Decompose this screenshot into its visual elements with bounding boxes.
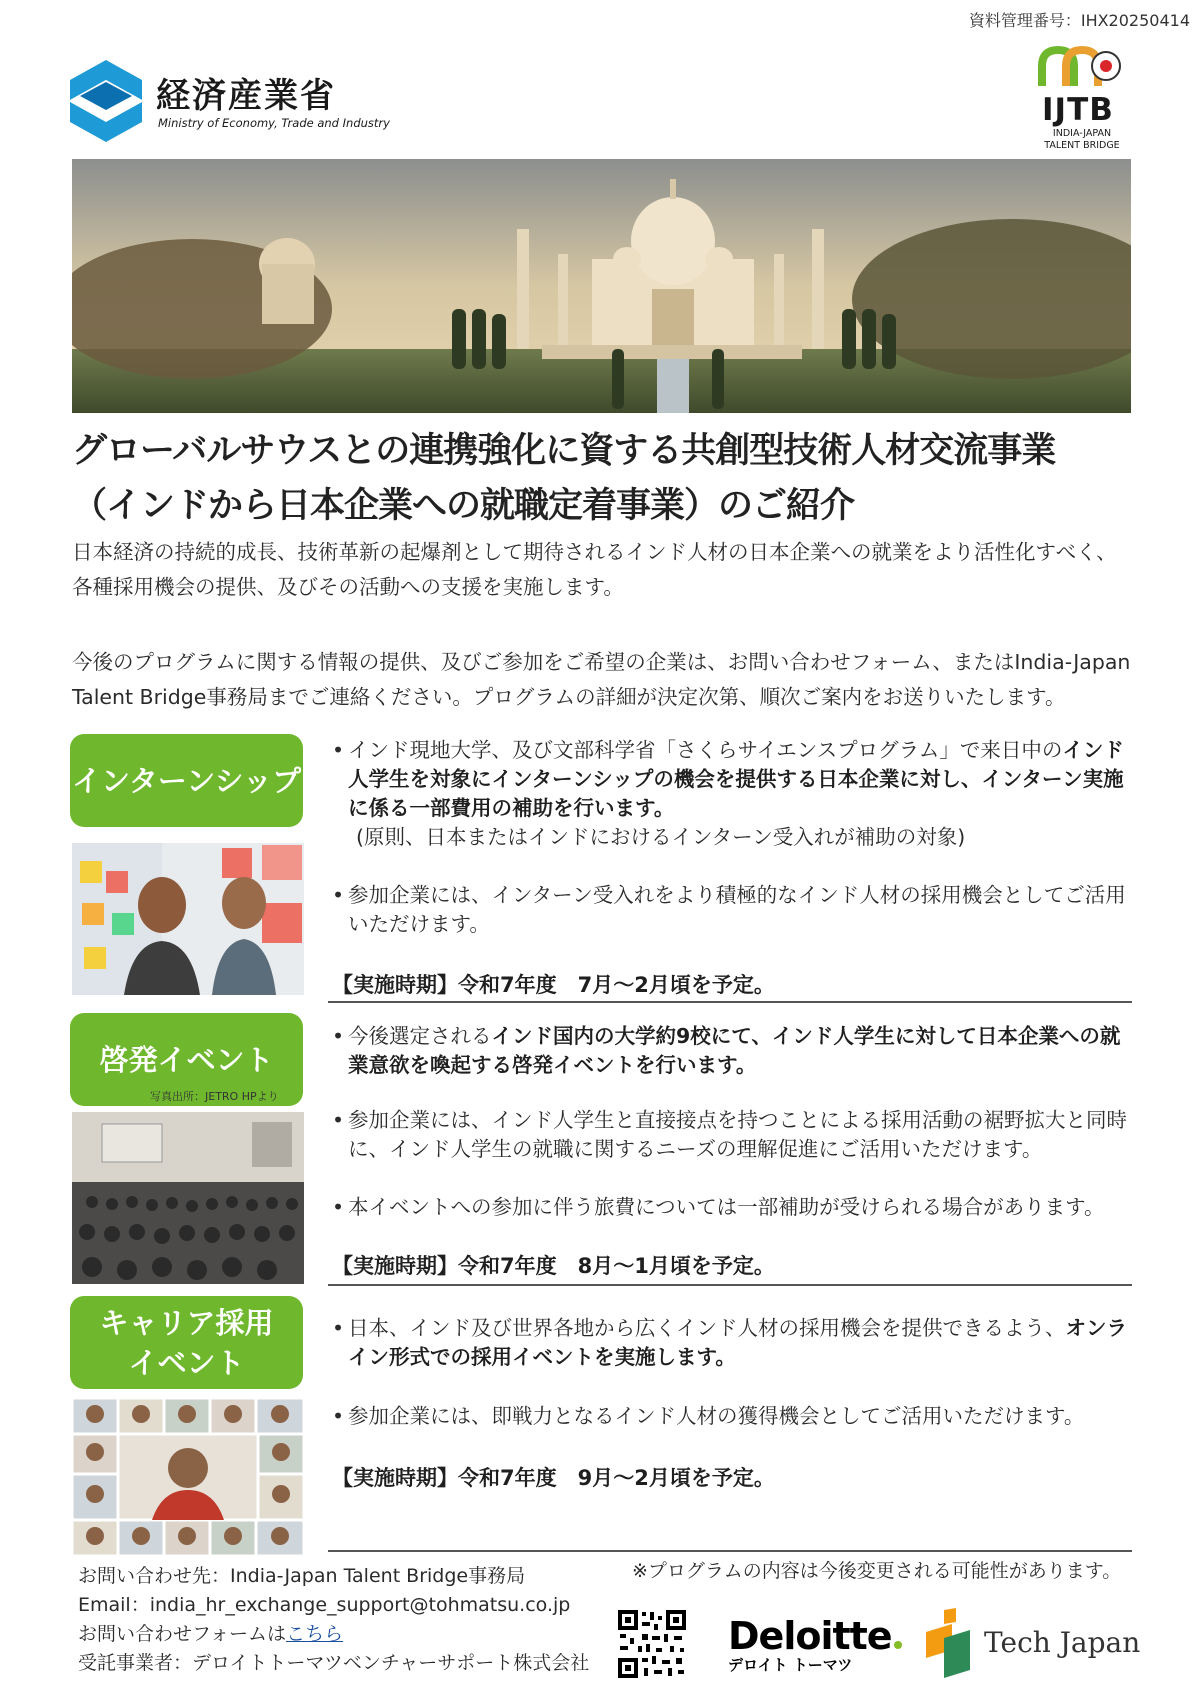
internship-bullet-1: • インド現地大学、及び文部科学省「さくらサイエンスプログラム」で来日中のインド人学生を対象にインターンシップの機会を提供する日本企業に対し、インターン実施に係る一部費用の補助を行います。 (原則、日本またはインドにおけるインターン受入れが補助の対象) — [332, 736, 1132, 852]
contact-office: お問い合わせ先：India-Japan Talent Bridge事務局 — [78, 1565, 526, 1587]
tech-japan-name: Tech Japan — [984, 1626, 1141, 1659]
event-photo — [72, 1112, 304, 1284]
event-bullet-1-bold: インド国内の大学約9校にて、インド人学生に対して日本企業への就業意欲を喚起する啓発イベントを行います。 — [348, 1024, 1121, 1077]
event-bullet-1-text: 今後選定される — [348, 1024, 492, 1048]
internship-label-text: インターンシップ — [72, 763, 301, 798]
page-title-line1: グローバルサウスとの連携強化に資する共創型技術人材交流事業 — [72, 431, 1056, 471]
footer-divider — [328, 1550, 1132, 1552]
career-event-photo — [72, 1398, 304, 1556]
deloitte-kana: デロイト トーマツ — [728, 1656, 853, 1674]
contact-form-label: お問い合わせフォームは — [78, 1623, 287, 1645]
intro-paragraph: 日本経済の持続的成長、技術革新の起爆剤として期待されるインド人材の日本企業への就業をより活性化すべく、各種採用機会の提供、及びその活動への支援を実施します。 — [72, 540, 1117, 599]
event-bullet-3-text: 本イベントへの参加に伴う旅費については一部補助が受けられる場合があります。 — [348, 1195, 1105, 1219]
ijtb-subtitle-line2: TALENT BRIDGE — [1044, 140, 1120, 151]
contact-form-link[interactable]: こちら — [286, 1623, 344, 1645]
ijtb-logo-icon — [1036, 42, 1128, 90]
tech-japan-logo-icon — [922, 1608, 978, 1678]
section-divider — [328, 1001, 1132, 1003]
tech-japan-logo — [922, 1608, 1141, 1678]
internship-bullet-1-bold: インド人学生を対象にインターンシップの機会を提供する日本企業に対し、インターン実施に係る一部費用の補助を行います。 — [348, 738, 1124, 820]
event-label-text: 啓発イベント — [99, 1042, 274, 1077]
ijtb-name: IJTB — [1042, 92, 1114, 128]
meti-logo — [70, 60, 390, 145]
career-bullet-1: • 日本、インド及び世界各地から広くインド人材の採用機会を提供できるよう、オンライン形式での採用イベントを実施します。 — [332, 1316, 1127, 1369]
meti-name-en: Ministry of Economy, Trade and Industry — [158, 116, 390, 130]
internship-bullet-2: • 参加企業には、インターン受入れをより積極的なインド人材の採用機会としてご活用いただけます。 — [332, 881, 1132, 939]
photo-credit: 写真出所：JETRO HPより — [150, 1090, 279, 1103]
contractor: 受託事業者：デロイトトーマツベンチャーサポート株式会社 — [78, 1652, 590, 1674]
internship-label — [70, 734, 303, 827]
ijtb-logo — [1036, 42, 1132, 152]
career-period: 【実施時期】令和7年度 9月～2月頃を予定。 — [332, 1466, 775, 1490]
internship-bullet-1-text: インド現地大学、及び文部科学省「さくらサイエンスプログラム」で来日中の — [348, 738, 1063, 762]
contact-form-line — [78, 1620, 589, 1649]
qr-code-icon[interactable] — [616, 1608, 688, 1680]
career-event-label-line2: イベント — [128, 1345, 245, 1380]
document-id: 資料管理番号：IHX20250414 — [968, 11, 1190, 30]
deloitte-name: Deloitte — [728, 1614, 892, 1658]
change-notice: ※プログラムの内容は今後変更される可能性があります。 — [632, 1560, 1122, 1582]
internship-bullet-1-note: (原則、日本またはインドにおけるインターン受入れが補助の対象) — [356, 825, 966, 849]
event-bullet-2-text: 参加企業には、インド人学生と直接接点を持つことによる採用活動の裾野拡大と同時に、インド人学生の就職に関するニーズの理解促進にご活用いただけます。 — [348, 1108, 1127, 1161]
meti-name-jp: 経済産業省 — [156, 76, 336, 116]
contact-instructions-paragraph: 今後のプログラムに関する情報の提供、及びご参加をご希望の企業は、お問い合わせフォーム、またはIndia-Japan Talent Bridge事務局までご連絡ください。プログラムの詳細が決定次第、順次ご案内をお送りいたします。 — [72, 650, 1131, 709]
deloitte-logo — [728, 1614, 902, 1675]
career-bullet-2: • 参加企業には、即戦力となるインド人材の獲得機会としてご活用いただけます。 — [332, 1402, 1132, 1431]
event-period: 【実施時期】令和7年度 8月～1月頃を予定。 — [332, 1254, 775, 1278]
hero-image-taj-mahal — [72, 159, 1131, 413]
deloitte-dot-icon — [894, 1641, 902, 1649]
event-bullet-3: • 本イベントへの参加に伴う旅費については一部補助が受けられる場合があります。 — [332, 1193, 1132, 1222]
career-event-label-line1: キャリア採用 — [99, 1305, 274, 1340]
career-bullet-1-text: 日本、インド及び世界各地から広くインド人材の採用機会を提供できるよう、 — [348, 1316, 1066, 1340]
career-bullet-2-text: 参加企業には、即戦力となるインド人材の獲得機会としてご活用いただけます。 — [348, 1404, 1085, 1428]
event-bullet-1: • 今後選定されるインド国内の大学約9校にて、インド人学生に対して日本企業への就業意欲を喚起する啓発イベントを行います。 — [332, 1024, 1121, 1077]
event-bullet-2: • 参加企業には、インド人学生と直接接点を持つことによる採用活動の裾野拡大と同時に、インド人学生の就職に関するニーズの理解促進にご活用いただけます。 — [332, 1106, 1132, 1164]
meti-logo-icon — [70, 60, 142, 142]
internship-period: 【実施時期】令和7年度 7月～2月頃を予定。 — [332, 973, 775, 997]
section-divider — [328, 1284, 1132, 1286]
ijtb-subtitle-line1: INDIA-JAPAN — [1052, 128, 1112, 139]
page-title-line2: （インドから日本企業への就職定着事業）のご紹介 — [72, 486, 855, 526]
internship-bullet-2-text: 参加企業には、インターン受入れをより積極的なインド人材の採用機会としてご活用いただけます。 — [348, 883, 1126, 936]
contact-info — [78, 1562, 589, 1678]
contact-email: Email：india_hr_exchange_support@tohmatsu.co.jp — [78, 1594, 571, 1616]
internship-photo — [72, 843, 304, 995]
career-event-label — [70, 1296, 303, 1389]
career-bullet-1-bold: オンライン形式での採用イベントを実施します。 — [348, 1316, 1127, 1369]
